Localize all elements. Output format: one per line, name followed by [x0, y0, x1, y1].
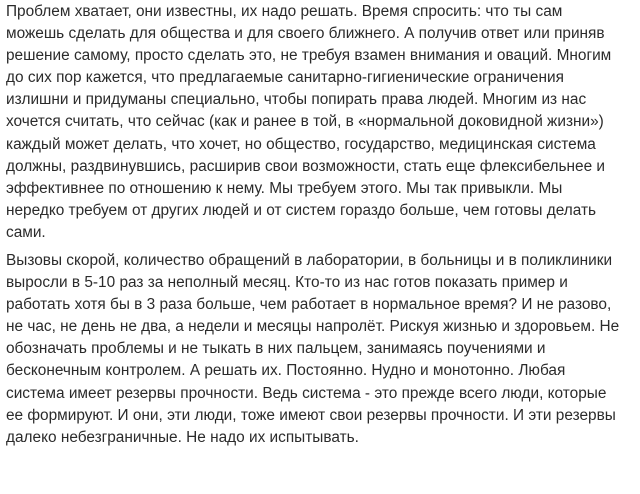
text-line: нередко требуем от других людей и от систем гораздо больше, чем готовы делать	[6, 201, 597, 219]
text-line: должны, раздвинувшись, расширив свои возможности, стать еще флексибельнее и	[6, 157, 606, 175]
text-line: решение самому, просто сделать это, не требуя взамен внимания и оваций. Многим	[6, 47, 612, 65]
text-line: обозначать проблемы и не тыкать в них пальцем, занимаясь поучениями и	[6, 340, 546, 358]
text-line: не час, не день не два, а недели и месяцы напролёт. Рискуя жизнью и здоровьем. Не	[6, 318, 620, 336]
text-line: эффективнее по отношению к нему. Мы требуем этого. Мы так привыкли. Мы	[6, 179, 563, 197]
paragraph-1	[6, 1, 611, 244]
text-line: излишни и придуманы специально, чтобы попирать права людей. Многим из нас	[6, 91, 587, 109]
paragraph-2	[6, 250, 619, 449]
text-line: бесконечным контролем. А решать их. Постоянно. Нудно и монотонно. Любая	[6, 362, 566, 380]
text-line: Проблем хватает, они известны, их надо решать. Время спросить: что ты сам	[6, 3, 563, 20]
text-line: система имеет резервы прочности. Ведь система - это прежде всего люди, которые	[6, 384, 607, 402]
text-line: каждый может делать, что хочет, но общество, государство, медицинская система	[6, 135, 596, 153]
text-line: работать хотя бы в 3 раза больше, чем работает в нормальное время? И не разово,	[6, 296, 612, 314]
text-line: сами.	[6, 223, 46, 241]
text-line: выросли в 5-10 раз за неполный месяц. Кто-то из нас готов показать пример и	[6, 274, 568, 292]
text-line: хочется считать, что сейчас (как и ранее в той, в «нормальной доковидной жизни»)	[6, 113, 604, 131]
text-line: до сих пор кажется, что предлагаемые санитарно-гигиенические ограничения	[6, 69, 564, 87]
text-line: ее формируют. И они, эти люди, тоже имеют свои резервы прочности. И эти резервы	[6, 406, 616, 424]
text-line: можешь сделать для общества и для своего ближнего. А получив ответ или приняв	[6, 25, 605, 43]
text-line: далеко небезграничные. Не надо их испытывать.	[6, 428, 359, 446]
text-line: Вызовы скорой, количество обращений в лаборатории, в больницы и в поликлиники	[6, 252, 613, 269]
